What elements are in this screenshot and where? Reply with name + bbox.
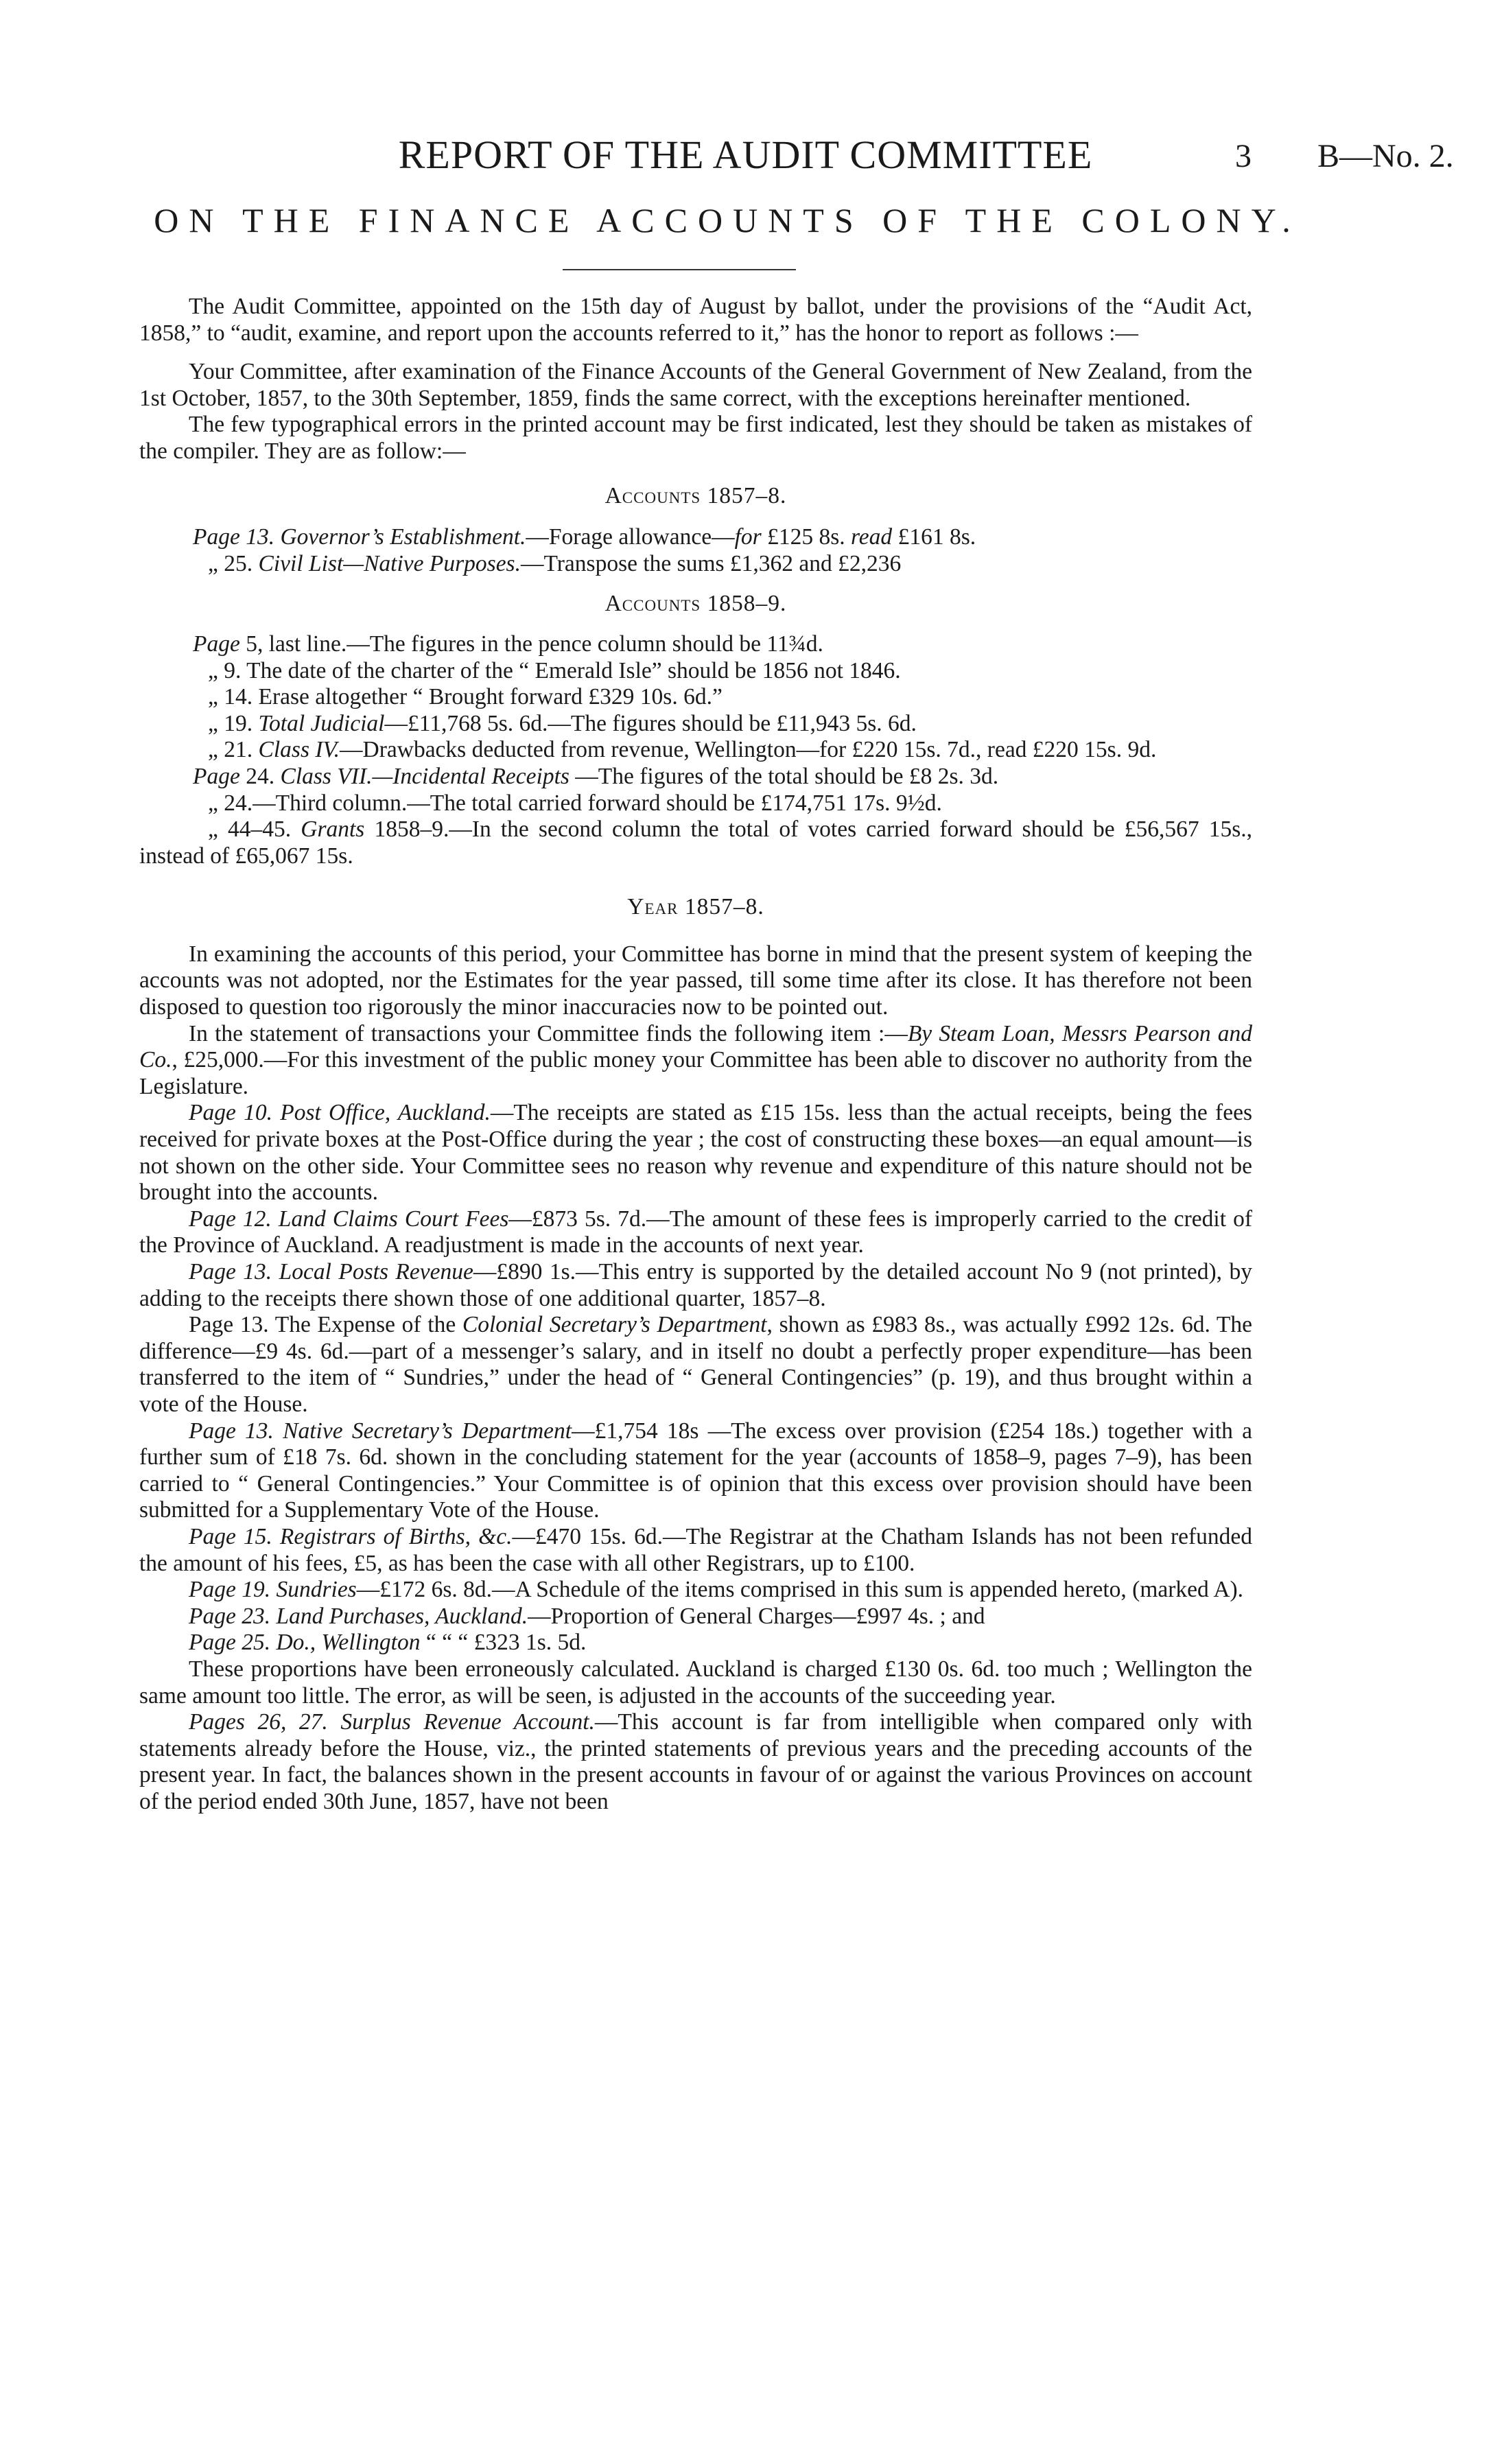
list-item: „ 19. Total Judicial—£11,768 5s. 6d.—The figures should be £11,943 5s. 6d. [208, 710, 917, 736]
paragraph: In the statement of transactions your Committee finds the following item :—By Steam Loan, Messrs Pearson and Co., £25,000.—For this investment of the public money your Committee has been able to discover no authority from the Legislature. [139, 1020, 1252, 1099]
section-heading-accounts-1857: Accounts 1857–8. [604, 482, 787, 508]
page-number: 3 [1235, 138, 1252, 174]
list-item: „ 14. Erase altogether “ Brought forward £329 10s. 6d.” [208, 684, 723, 710]
list-item: „ 21. Class IV.—Drawbacks deducted from revenue, Wellington—for £220 15s. 7d., read £220 15s. 9d. [208, 737, 1157, 763]
list-item: „ 24.—Third column.—The total carried forward should be £174,751 17s. 9½d. [208, 790, 942, 816]
title-divider [563, 269, 796, 270]
section-heading-accounts-1858: Accounts 1858–9. [604, 591, 787, 617]
paragraph: Page 13. Local Posts Revenue—£890 1s.—This entry is supported by the detailed account No 9 (not printed), by adding to the receipts there shown those of one additional quarter, 1857–8. [139, 1259, 1252, 1311]
paragraph: In examining the accounts of this period, your Committee has borne in mind that the present system of keeping the accounts was not adopted, nor the Estimates for the year passed, till some time after its close. It has therefore not been disposed to question too rigorously the minor inaccuracies now to be pointed out. [139, 941, 1252, 1020]
list-item: Page 24. Class VII.—Incidental Receipts —The figures of the total should be £8 2s. 3d. [193, 763, 999, 789]
report-subtitle: ON THE FINANCE ACCOUNTS OF THE COLONY. [154, 201, 1301, 239]
paragraph: Page 15. Registrars of Births, &c.—£470 15s. 6d.—The Registrar at the Chatham Islands has not been refunded the amount of his fees, £5, as has been the case with all other Registrars, up to £100. [139, 1523, 1252, 1576]
list-item: „ 9. The date of the charter of the “ Emerald Isle” should be 1856 not 1846. [208, 657, 901, 683]
paragraph: These proportions have been erroneously calculated. Auckland is charged £130 0s. 6d. too much ; Wellington the same amount too little. The error, as will be seen, is adjusted in the accounts of the succeeding year. [139, 1656, 1252, 1709]
list-item: „ 44–45. Grants 1858–9.—In the second column the total of votes carried forward should be £56,567 15s., instead of £65,067 15s. [139, 817, 1252, 869]
intro-paragraph: The Audit Committee, appointed on the 15th day of August by ballot, under the provisions of the “Audit Act, 1858,” to “audit, examine, and report upon the accounts referred to it,” has the honor to report as follows :— [139, 294, 1252, 346]
paragraph: Page 23. Land Purchases, Auckland.—Proportion of General Charges—£997 4s. ; and [189, 1603, 985, 1629]
list-item: Page 13. Governor’s Establishment.—Forage allowance—for £125 8s. read £161 8s. [193, 524, 976, 550]
findings-paragraph: Your Committee, after examination of the Finance Accounts of the General Government of New Zealand, from the 1st October, 1857, to the 30th September, 1859, finds the same correct, with the exceptions hereinafter mentioned. [139, 359, 1252, 411]
paragraph: Page 10. Post Office, Auckland.—The receipts are stated as £15 15s. less than the actual receipts, being the fees received for private boxes at the Post-Office during the year ; the cost of constructing these boxes—an equal amount—is not shown on the other side. Your Committee sees no reason why revenue and expenditure of this nature should not be brought into the accounts. [139, 1100, 1252, 1206]
paragraph: Page 12. Land Claims Court Fees—£873 5s. 7d.—The amount of these fees is improperly carried to the credit of the Province of Auckland. A readjustment is made in the accounts of next year. [139, 1206, 1253, 1258]
list-item: „ 25. Civil List—Native Purposes.—Transpose the sums £1,362 and £2,236 [208, 550, 902, 576]
paragraph: Pages 26, 27. Surplus Revenue Account.—This account is far from intelligible when compared only with statements already before the House, viz., the printed statements of previous years and the preceding accounts of the present year. In fact, the balances shown in the present accounts in favour of or against the various Provinces on account of the period ended 30th June, 1857, have not been [139, 1709, 1252, 1814]
report-title: REPORT OF THE AUDIT COMMITTEE [398, 132, 1093, 177]
paragraph: Page 25. Do., Wellington “ “ “ £323 1s. 5d. [189, 1630, 587, 1656]
paragraph: Page 13. The Expense of the Colonial Secretary’s Department, shown as £983 8s., was actually £992 12s. 6d. The difference—£9 4s. 6d.—part of a messenger’s salary, and in itself no doubt a perfectly proper expenditure—has been transferred to the item of “ Sundries,” under the head of “ General Contingencies” (p. 19), and thus brought within a vote of the House. [139, 1312, 1252, 1417]
paragraph: Page 13. Native Secretary’s Department—£1,754 18s —The excess over provision (£254 18s.) together with a further sum of £18 7s. 6d. shown in the concluding statement for the year (accounts of 1858–9, pages 7–9), has been carried to “ General Contingencies.” Your Committee is of opinion that this excess over provision should have been submitted for a Supplementary Vote of the House. [139, 1418, 1252, 1523]
list-item: Page 5, last line.—The figures in the pence column should be 11¾d. [193, 631, 823, 657]
paragraph: Page 19. Sundries—£172 6s. 8d.—A Schedule of the items comprised in this sum is appended hereto, (marked A). [189, 1577, 1244, 1603]
section-heading-year-1857: Year 1857–8. [627, 894, 764, 920]
report-body [139, 294, 1252, 1815]
paper-reference: B—No. 2. [1317, 138, 1454, 174]
errors-intro-paragraph: The few typographical errors in the printed account may be first indicated, lest they should be taken as mistakes of the compiler. They are as follow:— [139, 412, 1252, 464]
